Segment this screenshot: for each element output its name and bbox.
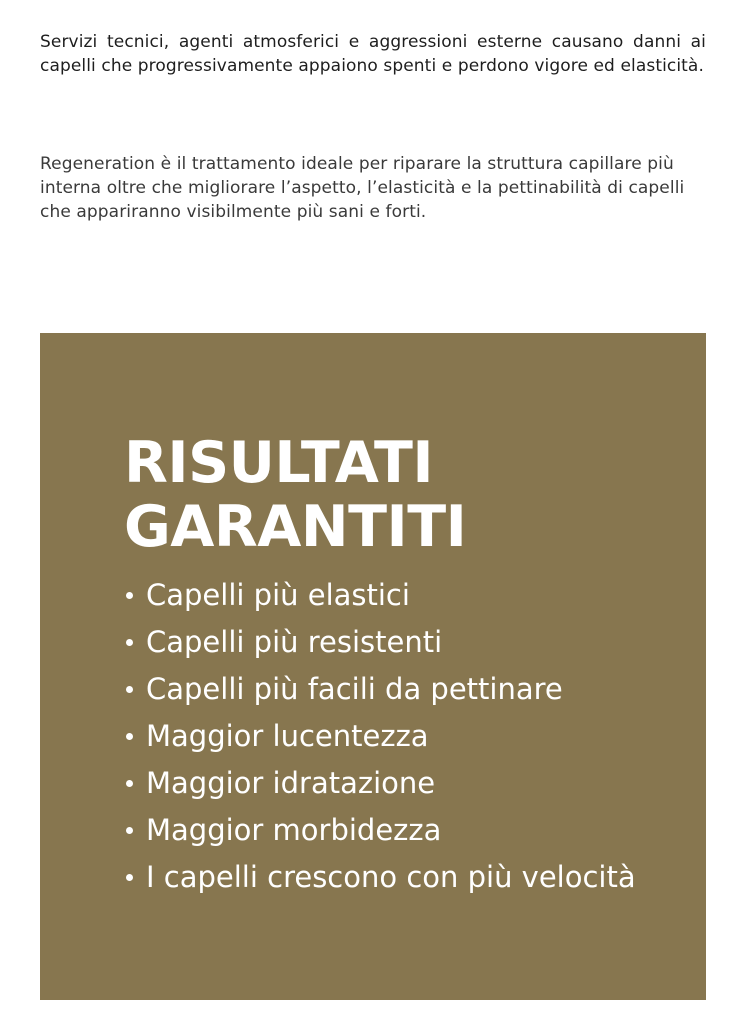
bullet-icon [126,827,133,834]
bullet-icon [126,639,133,646]
results-title-line-1: RISULTATI [124,430,434,496]
bullet-icon [126,780,133,787]
list-item [124,713,636,760]
benefits-list [124,572,636,901]
benefit-text: Maggior lucentezza [146,719,429,753]
results-title [124,431,466,559]
list-item [124,619,636,666]
benefit-text: Capelli più elastici [146,578,410,612]
results-title-line-2: GARANTITI [124,494,467,560]
benefit-text: Maggior idratazione [146,766,436,800]
bullet-icon [126,874,133,881]
intro-paragraph-1: Servizi tecnici, agenti atmosferici e aggressioni esterne causano danni ai capelli che progressivamente appaiono spenti e perdono vigore ed elasticità. [40,32,706,76]
bullet-icon [126,686,133,693]
list-item [124,807,636,854]
results-panel [40,333,706,1000]
list-item [124,760,636,807]
list-item [124,666,636,713]
bullet-icon [126,592,133,599]
bullet-icon [126,733,133,740]
list-item [124,854,636,901]
benefit-text: Maggior morbidezza [146,813,442,847]
benefit-text: Capelli più resistenti [146,625,443,659]
list-item [124,572,636,619]
benefit-text: I capelli crescono con più velocità [146,860,636,894]
intro-paragraph-2: Regeneration è il trattamento ideale per riparare la struttura capillare più interna oltre che migliorare l’aspetto, l’elasticità e la pettinabilità di capelli che appariranno visibilmente più sani e forti. [40,154,685,222]
benefit-text: Capelli più facili da pettinare [146,672,563,706]
